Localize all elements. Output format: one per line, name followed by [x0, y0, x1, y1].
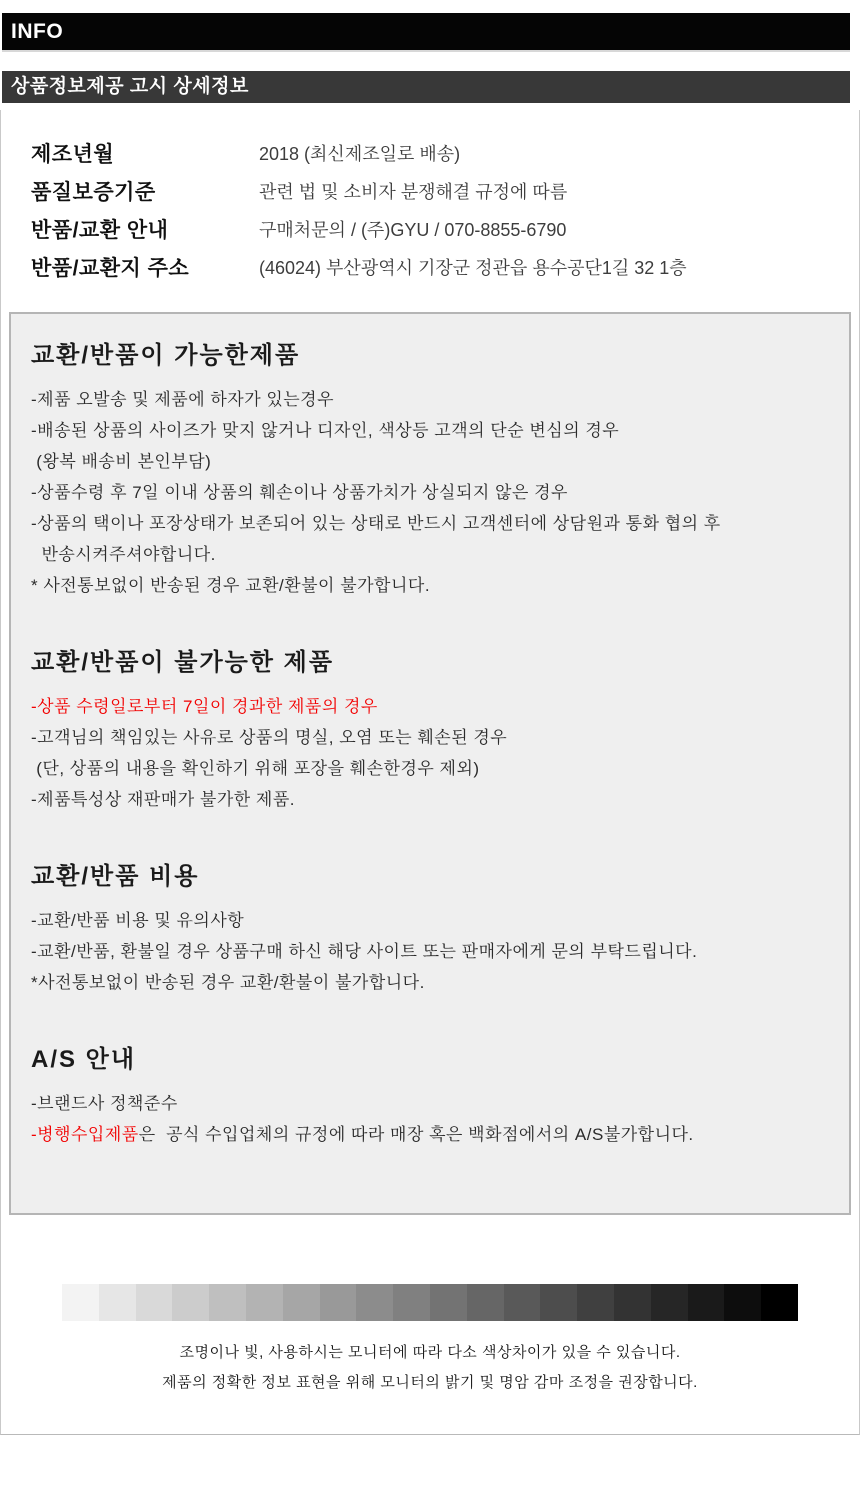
- table-row: [31, 210, 859, 248]
- row-value: 관련 법 및 소비자 분쟁해결 규정에 따름: [259, 182, 568, 202]
- notice-line: -상품수령 후 7일 이내 상품의 훼손이나 상품가치가 상실되지 않은 경우: [31, 483, 568, 502]
- product-info-table: [1, 134, 859, 286]
- notice-line: -배송된 상품의 사이즈가 맞지 않거나 디자인, 색상등 고객의 단순 변심의 경우: [31, 421, 620, 440]
- monitor-captions: [1, 1338, 859, 1398]
- grayscale-step: [688, 1284, 725, 1321]
- section-title: 교환/반품이 가능한제품: [31, 342, 301, 369]
- row-label: 반품/교환 안내: [31, 219, 169, 242]
- grayscale-bar: [62, 1284, 798, 1321]
- grayscale-step: [283, 1284, 320, 1321]
- info-title: INFO: [11, 20, 64, 43]
- notice-line: -고객님의 책임있는 사유로 상품의 명실, 오염 또는 훼손된 경우: [31, 728, 508, 747]
- grayscale-step: [393, 1284, 430, 1321]
- notice-line: -교환/반품, 환불일 경우 상품구매 하신 해당 사이트 또는 판매자에게 문의 부탁드립니다.: [31, 942, 698, 961]
- notice-line: -교환/반품 비용 및 유의사항: [31, 911, 245, 930]
- notice-line: -제품특성상 재판매가 불가한 제품.: [31, 790, 295, 809]
- notice-line-red-part: -병행수입제품: [31, 1125, 139, 1144]
- row-value: 2018 (최신제조일로 배송): [259, 144, 461, 164]
- monitor-caption-line: 조명이나 빛, 사용하시는 모니터에 따라 다소 색상차이가 있을 수 있습니다.: [179, 1344, 681, 1361]
- notice-line: -상품의 택이나 포장상태가 보존되어 있는 상태로 반드시 고객센터에 상담원과 통화 협의 후: [31, 514, 721, 533]
- grayscale-step: [430, 1284, 467, 1321]
- monitor-caption-line: 제품의 정확한 정보 표현을 위해 모니터의 밝기 및 명암 감마 조정을 권장합니다.: [162, 1374, 698, 1391]
- table-row: [31, 172, 859, 210]
- grayscale-step: [540, 1284, 577, 1321]
- row-label: 반품/교환지 주소: [31, 257, 190, 280]
- row-label: 제조년월: [31, 143, 115, 166]
- section-header-title: 상품정보제공 고시 상세정보: [11, 76, 249, 97]
- notice-box: [9, 312, 851, 1215]
- notice-line: (단, 상품의 내용을 확인하기 위해 포장을 훼손한경우 제외): [31, 759, 480, 778]
- notice-line-warning: -상품 수령일로부터 7일이 경과한 제품의 경우: [31, 697, 378, 716]
- grayscale-step: [356, 1284, 393, 1321]
- grayscale-step: [246, 1284, 283, 1321]
- grayscale-step: [209, 1284, 246, 1321]
- section-exchange-cost: [31, 863, 829, 998]
- grayscale-step: [577, 1284, 614, 1321]
- grayscale-step: [320, 1284, 357, 1321]
- grayscale-step: [172, 1284, 209, 1321]
- notice-line: *사전통보없이 반송된 경우 교환/환불이 불가합니다.: [31, 973, 425, 992]
- grayscale-step: [136, 1284, 173, 1321]
- section-title: A/S 안내: [31, 1046, 137, 1073]
- notice-line: -브랜드사 정책준수: [31, 1094, 178, 1113]
- grayscale-step: [651, 1284, 688, 1321]
- section-as-guide: [31, 1046, 829, 1150]
- notice-line: (왕복 배송비 본인부담): [31, 452, 212, 471]
- row-label: 품질보증기준: [31, 181, 156, 204]
- grayscale-step: [467, 1284, 504, 1321]
- section-header-bar: [2, 71, 850, 103]
- notice-line-rest-part: 은 공식 수입업체의 규정에 따라 매장 혹은 백화점에서의 A/S불가합니다.: [138, 1125, 694, 1144]
- row-value: (46024) 부산광역시 기장군 정관읍 용수공단1길 32 1층: [259, 258, 687, 278]
- row-value: 구매처문의 / (주)GYU / 070-8855-6790: [259, 220, 567, 240]
- grayscale-step: [504, 1284, 541, 1321]
- content-frame: [0, 110, 860, 1435]
- notice-line: 반송시켜주셔야합니다.: [31, 545, 216, 564]
- notice-line: -제품 오발송 및 제품에 하자가 있는경우: [31, 390, 335, 409]
- table-row: [31, 248, 859, 286]
- section-title: 교환/반품이 불가능한 제품: [31, 649, 335, 676]
- notice-line: * 사전통보없이 반송된 경우 교환/환불이 불가합니다.: [31, 576, 431, 595]
- info-header-bar: [2, 13, 850, 52]
- grayscale-step: [614, 1284, 651, 1321]
- grayscale-step: [724, 1284, 761, 1321]
- section-title: 교환/반품 비용: [31, 863, 200, 890]
- notice-line-mixed: [31, 1119, 829, 1150]
- grayscale-step: [99, 1284, 136, 1321]
- grayscale-step: [761, 1284, 798, 1321]
- grayscale-step: [62, 1284, 99, 1321]
- table-row: [31, 134, 859, 172]
- section-exchange-impossible: [31, 649, 829, 815]
- section-exchange-possible: [31, 342, 829, 601]
